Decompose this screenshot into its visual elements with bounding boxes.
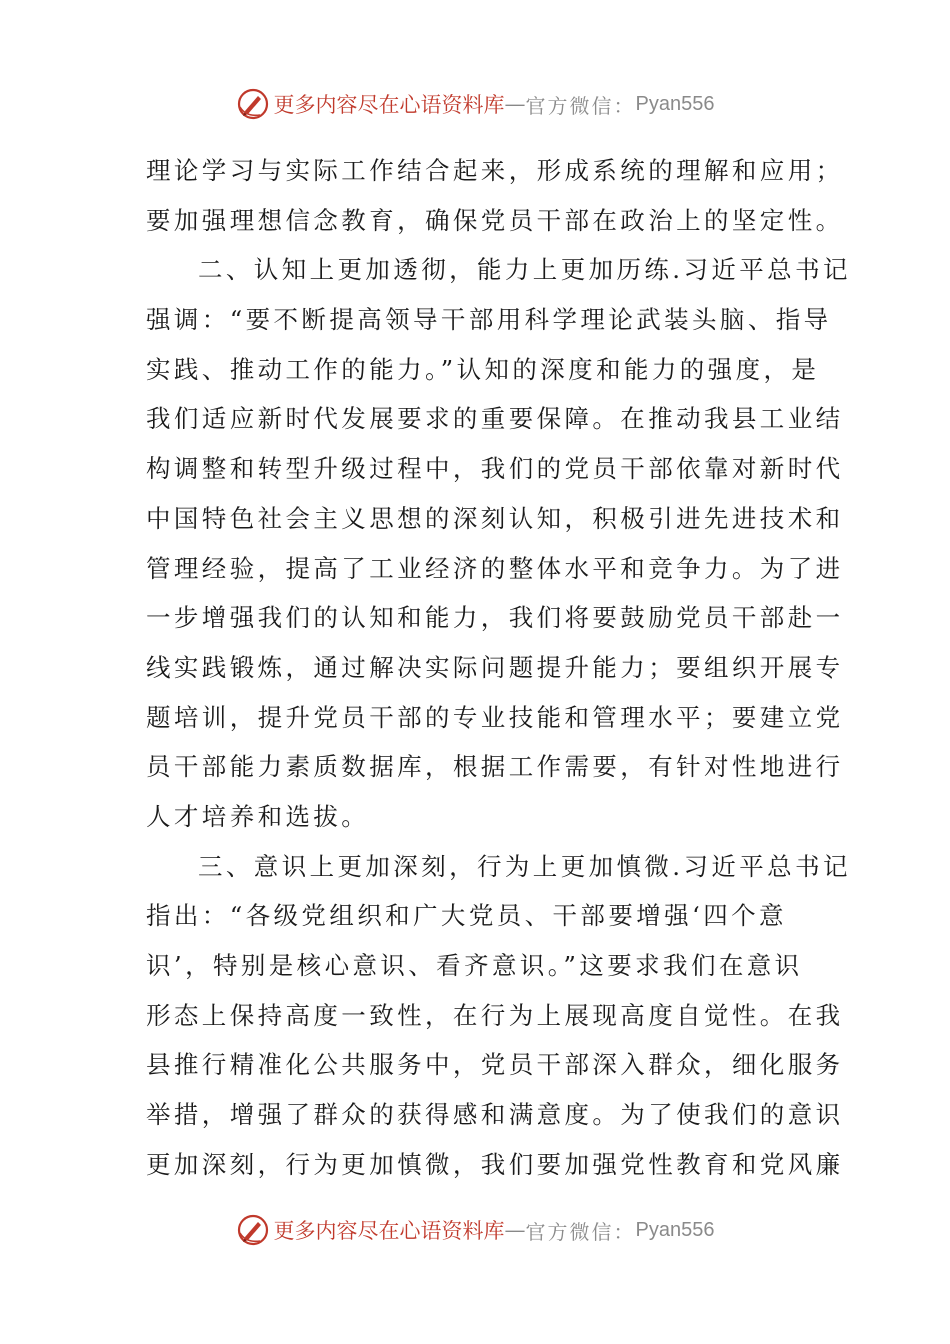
body-line: 中国特色社会主义思想的深刻认知，积极引进先进技术和 [146,503,844,533]
body-line: 县推行精准化公共服务中，党员干部深入群众，细化服务 [146,1050,844,1080]
body-line: 一步增强我们的认知和能力，我们将要鼓励党员干部赴一 [146,603,844,633]
wechat-id: Pyan556 [635,92,715,115]
body-line: 员干部能力素质数据库，根据工作需要，有针对性地进行 [146,752,844,782]
body-line: 管理经验，提高了工业经济的整体水平和竞争力。为了进 [146,553,844,583]
body-line: 指出：“各级党组织和广大党员、干部要增强‘四个意 [146,901,787,931]
footer-banner [0,1210,950,1250]
body-line: 人才培养和选拔。 [146,801,370,831]
header-banner [0,84,950,124]
body-line: 形态上保持高度一致性，在行为上展现高度自觉性。在我 [146,1000,844,1030]
document-body [146,146,851,1189]
separator-dash: — [504,1218,526,1242]
wechat-id: Pyan556 [635,1218,715,1241]
pen-logo-icon [236,1213,270,1247]
wechat-label: 官方微信： [525,1219,636,1244]
body-line: 实践、推动工作的能力。”认知的深度和能力的强度，是 [146,354,820,384]
promo-text: 更多内容尽在心语资料库 [273,1219,505,1243]
body-line: 识’，特别是核心意识、看齐意识。”这要求我们在意识 [146,951,803,980]
section-heading-line: 二、认知上更加透彻，能力上更加历练.习近平总书记 [198,255,851,285]
body-line: 强调：“要不断提高领导干部用科学理论武装头脑、指导 [146,305,832,335]
body-line: 要加强理想信念教育，确保党员干部在政治上的坚定性。 [146,205,844,235]
body-line: 构调整和转型升级过程中，我们的党员干部依靠对新时代 [146,454,844,484]
body-line: 题培训，提升党员干部的专业技能和管理水平；要建立党 [146,702,844,732]
wechat-label: 官方微信： [525,93,636,118]
body-line: 线实践锻炼，通过解决实际问题提升能力；要组织开展专 [146,652,844,682]
body-line: 更加深刻，行为更加慎微，我们要加强党性教育和党风廉 [146,1149,844,1179]
separator-dash: — [504,92,526,116]
pen-logo-icon [236,87,270,121]
body-line: 我们适应新时代发展要求的重要保障。在推动我县工业结 [146,404,844,434]
body-line: 举措，增强了群众的获得感和满意度。为了使我们的意识 [146,1100,844,1130]
promo-text: 更多内容尽在心语资料库 [273,93,505,117]
section-heading-line: 三、意识上更加深刻，行为上更加慎微.习近平总书记 [198,851,851,881]
body-line: 理论学习与实际工作结合起来，形成系统的理解和应用； [146,156,844,185]
